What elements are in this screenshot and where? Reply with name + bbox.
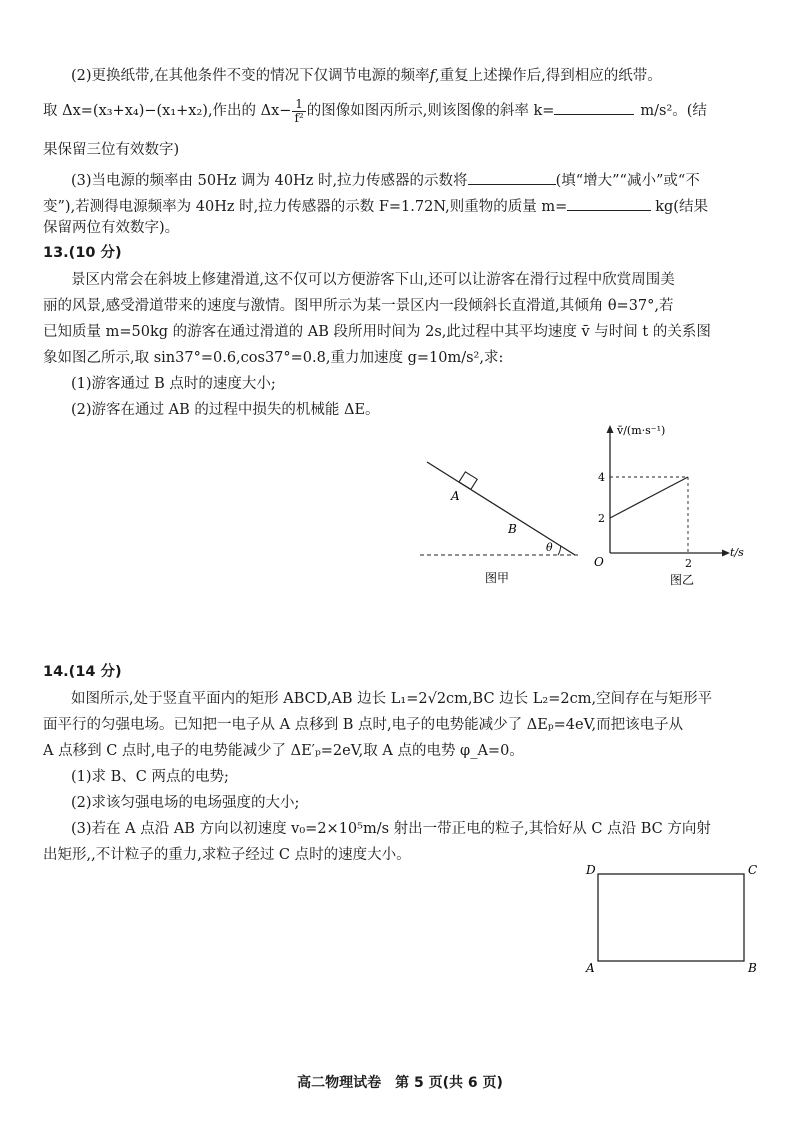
q14-sub3-line1 [71, 819, 711, 839]
q14-heading-text: 14.(14 分) [43, 664, 122, 680]
label-b: B [508, 522, 517, 536]
angle-arc [558, 546, 561, 555]
slope-answer-blank[interactable] [554, 98, 634, 115]
q12-p3-text-e: 保留两位有效数字)。 [43, 220, 180, 236]
q13-heading-text: 13.(10 分) [43, 245, 122, 261]
q14-s3b: 出矩形,,不计粒子的重力,求粒子经过 C 点时的速度大小。 [43, 847, 411, 863]
q13-text-line4 [43, 348, 503, 368]
label-a: A [586, 961, 595, 975]
q14-t3: A 点移到 C 点时,电子的电势能减少了 ΔE′ₚ=2eV,取 A 点的电势 φ_A=0。 [43, 743, 524, 759]
q12-part2-line1 [71, 66, 662, 86]
q14-sub1 [71, 767, 229, 787]
fraction-denominator: f² [294, 110, 304, 125]
q12-p2-unit: m/s²。(结 [640, 103, 707, 119]
q12-p2-f: f [429, 68, 436, 84]
q14-text-line2 [43, 715, 683, 735]
q13-heading [43, 243, 122, 263]
graph-line [610, 477, 688, 518]
q12-p3-text-d: kg(结果 [655, 199, 708, 215]
q13-s1: (1)游客通过 B 点时的速度大小; [71, 376, 276, 392]
q14-text-line3 [43, 741, 524, 761]
figure-incline [410, 430, 590, 590]
q12-p2-text-a: (2)更换纸带,在其他条件不变的情况下仅调节电源的频率 [71, 68, 430, 84]
q13-t4: 象如图乙所示,取 sin37°=0.6,cos37°=0.8,重力加速度 g=10m/s²,求: [43, 350, 504, 366]
q13-t2: 丽的风景,感受滑道带来的速度与激情。图甲所示为某一景区内一段倾斜长直滑道,其倾角 θ=37°,若 [43, 298, 674, 314]
label-a: A [451, 489, 460, 503]
q13-text-line3 [43, 322, 711, 342]
q12-part3-line2 [43, 194, 708, 217]
q14-t2: 面平行的匀强电场。已知把一电子从 A 点移到 B 点时,电子的电势能减少了 ΔEₚ=4eV,而把该电子从 [43, 717, 684, 733]
q12-fraction [292, 98, 305, 125]
y-axis-label: v̄/(m·s⁻¹) [617, 424, 666, 437]
q12-part3-line1 [71, 168, 700, 191]
label-d: D [586, 863, 596, 877]
caption-jia: 图甲 [485, 571, 510, 585]
figure-vt-graph [590, 420, 750, 592]
q14-sub3-line2 [43, 845, 411, 865]
q14-s1: (1)求 B、C 两点的电势; [71, 769, 229, 785]
caption-yi: 图乙 [670, 573, 695, 587]
q13-t1: 景区内常会在斜坡上修建滑道,这不仅可以方便游客下山,还可以让游客在滑行过程中欣赏周围美 [71, 272, 675, 288]
q12-p3-text-c: 变”),若测得电源频率为 40Hz 时,拉力传感器的示数 F=1.72N,则重物的质量 m= [43, 199, 568, 215]
q12-p3-text-a: (3)当电源的频率由 50Hz 调为 40Hz 时,拉力传感器的示数将 [71, 173, 468, 189]
ytick-2: 2 [598, 512, 605, 525]
q12-part3-line3 [43, 218, 179, 238]
label-theta: θ [546, 541, 553, 554]
q13-sub1 [71, 374, 276, 394]
q13-text-line2 [43, 296, 674, 316]
origin-label: O [594, 555, 604, 569]
q13-s2: (2)游客在通过 AB 的过程中损失的机械能 ΔE。 [71, 402, 380, 418]
q13-sub2 [71, 400, 380, 420]
label-b: B [748, 961, 757, 975]
y-axis-arrow-icon [607, 425, 614, 433]
fraction-numerator: 1 [292, 98, 305, 112]
xtick-2: 2 [685, 557, 692, 570]
q13-t3: 已知质量 m=50kg 的游客在通过滑道的 AB 段所用时间为 2s,此过程中其平均速度 v̄ 与时间 t 的关系图 [43, 324, 711, 340]
rectangle [598, 874, 744, 961]
page-footer [0, 1072, 800, 1092]
footer-text: 高二物理试卷 第 5 页(共 6 页) [297, 1075, 503, 1091]
slider-block [459, 472, 477, 490]
x-axis-label: t/s [730, 546, 744, 559]
label-c: C [748, 863, 758, 877]
q12-p3-text-b: (填“增大”“减小”或“不 [555, 173, 700, 189]
q14-s3a: (3)若在 A 点沿 AB 方向以初速度 v₀=2×10⁵m/s 射出一带正电的粒子,其恰好从 C 点沿 BC 方向射 [71, 821, 711, 837]
figure-rectangle-abcd [580, 858, 770, 978]
q12-p2-text-e: 果保留三位有效数字) [43, 142, 180, 158]
q12-part2-line2 [43, 96, 707, 126]
x-axis-arrow-icon [722, 550, 730, 557]
mass-answer-blank[interactable] [567, 194, 651, 211]
q14-heading [43, 662, 122, 682]
q14-text-line1 [71, 689, 712, 709]
q12-p2-text-b: ,重复上述操作后,得到相应的纸带。 [435, 68, 662, 84]
q14-s2: (2)求该匀强电场的电场强度的大小; [71, 795, 300, 811]
incline-surface [427, 462, 575, 555]
q12-p2-text-d: 的图像如图丙所示,则该图像的斜率 k= [306, 103, 555, 119]
q14-t1: 如图所示,处于竖直平面内的矩形 ABCD,AB 边长 L₁=2√2cm,BC 边长 L₂=2cm,空间存在与矩形平 [71, 691, 713, 707]
ytick-4: 4 [598, 471, 605, 484]
q13-text-line1 [71, 270, 675, 290]
q12-p2-text-c: 取 Δx=(x₃+x₄)−(x₁+x₂),作出的 Δx− [43, 103, 292, 119]
q12-part2-line3 [43, 140, 179, 160]
sensor-change-blank[interactable] [468, 168, 556, 185]
q14-sub2 [71, 793, 299, 813]
